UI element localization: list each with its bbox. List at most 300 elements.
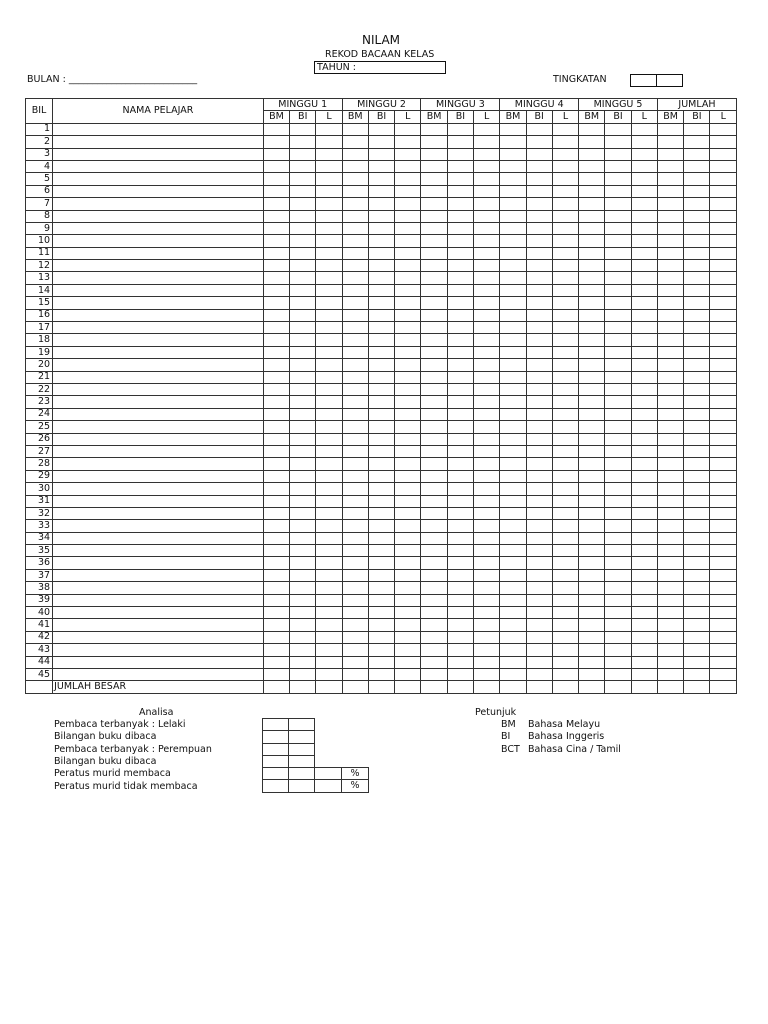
count-cell[interactable] <box>342 297 368 309</box>
count-cell[interactable] <box>500 185 526 197</box>
count-cell[interactable] <box>447 668 473 680</box>
student-name-cell[interactable] <box>53 235 264 247</box>
count-cell[interactable] <box>474 272 500 284</box>
analisa-box[interactable] <box>289 755 315 767</box>
count-cell[interactable] <box>631 383 657 395</box>
count-cell[interactable] <box>526 619 552 631</box>
count-cell[interactable] <box>368 309 394 321</box>
count-cell[interactable] <box>631 545 657 557</box>
count-cell[interactable] <box>631 309 657 321</box>
count-cell[interactable] <box>290 260 316 272</box>
count-cell[interactable] <box>579 520 605 532</box>
count-cell[interactable] <box>447 222 473 234</box>
count-cell[interactable] <box>263 495 289 507</box>
total-cell[interactable] <box>631 681 657 693</box>
count-cell[interactable] <box>447 607 473 619</box>
count-cell[interactable] <box>395 297 421 309</box>
count-cell[interactable] <box>316 123 342 135</box>
count-cell[interactable] <box>368 569 394 581</box>
count-cell[interactable] <box>290 148 316 160</box>
count-cell[interactable] <box>316 136 342 148</box>
count-cell[interactable] <box>263 210 289 222</box>
count-cell[interactable] <box>579 656 605 668</box>
count-cell[interactable] <box>526 569 552 581</box>
count-cell[interactable] <box>395 148 421 160</box>
count-cell[interactable] <box>631 458 657 470</box>
count-cell[interactable] <box>526 383 552 395</box>
count-cell[interactable] <box>657 445 683 457</box>
count-cell[interactable] <box>605 557 631 569</box>
count-cell[interactable] <box>657 396 683 408</box>
count-cell[interactable] <box>368 483 394 495</box>
count-cell[interactable] <box>526 532 552 544</box>
count-cell[interactable] <box>552 408 578 420</box>
count-cell[interactable] <box>631 507 657 519</box>
count-cell[interactable] <box>368 222 394 234</box>
count-cell[interactable] <box>710 235 737 247</box>
count-cell[interactable] <box>395 582 421 594</box>
analisa-box[interactable] <box>315 780 342 792</box>
count-cell[interactable] <box>684 495 710 507</box>
count-cell[interactable] <box>579 309 605 321</box>
student-name-cell[interactable] <box>53 136 264 148</box>
count-cell[interactable] <box>421 371 447 383</box>
count-cell[interactable] <box>684 297 710 309</box>
count-cell[interactable] <box>316 582 342 594</box>
count-cell[interactable] <box>710 396 737 408</box>
count-cell[interactable] <box>657 520 683 532</box>
count-cell[interactable] <box>526 433 552 445</box>
count-cell[interactable] <box>684 222 710 234</box>
count-cell[interactable] <box>342 507 368 519</box>
count-cell[interactable] <box>500 123 526 135</box>
count-cell[interactable] <box>657 594 683 606</box>
count-cell[interactable] <box>684 235 710 247</box>
count-cell[interactable] <box>631 123 657 135</box>
count-cell[interactable] <box>631 470 657 482</box>
count-cell[interactable] <box>710 470 737 482</box>
tahun-field[interactable] <box>314 61 446 74</box>
count-cell[interactable] <box>447 260 473 272</box>
count-cell[interactable] <box>500 210 526 222</box>
count-cell[interactable] <box>421 297 447 309</box>
count-cell[interactable] <box>474 607 500 619</box>
count-cell[interactable] <box>500 520 526 532</box>
count-cell[interactable] <box>421 495 447 507</box>
count-cell[interactable] <box>316 421 342 433</box>
count-cell[interactable] <box>526 607 552 619</box>
count-cell[interactable] <box>552 309 578 321</box>
count-cell[interactable] <box>710 371 737 383</box>
student-name-cell[interactable] <box>53 260 264 272</box>
count-cell[interactable] <box>342 520 368 532</box>
count-cell[interactable] <box>552 210 578 222</box>
count-cell[interactable] <box>631 272 657 284</box>
count-cell[interactable] <box>526 359 552 371</box>
count-cell[interactable] <box>421 619 447 631</box>
count-cell[interactable] <box>631 371 657 383</box>
count-cell[interactable] <box>474 483 500 495</box>
count-cell[interactable] <box>342 470 368 482</box>
count-cell[interactable] <box>552 396 578 408</box>
count-cell[interactable] <box>526 222 552 234</box>
count-cell[interactable] <box>526 160 552 172</box>
count-cell[interactable] <box>526 247 552 259</box>
count-cell[interactable] <box>263 421 289 433</box>
count-cell[interactable] <box>316 334 342 346</box>
count-cell[interactable] <box>368 185 394 197</box>
tingkatan-box-1[interactable] <box>630 74 657 87</box>
count-cell[interactable] <box>684 545 710 557</box>
count-cell[interactable] <box>290 520 316 532</box>
count-cell[interactable] <box>526 260 552 272</box>
count-cell[interactable] <box>552 272 578 284</box>
count-cell[interactable] <box>316 470 342 482</box>
count-cell[interactable] <box>474 545 500 557</box>
count-cell[interactable] <box>474 383 500 395</box>
count-cell[interactable] <box>579 470 605 482</box>
count-cell[interactable] <box>421 383 447 395</box>
count-cell[interactable] <box>421 284 447 296</box>
count-cell[interactable] <box>421 334 447 346</box>
count-cell[interactable] <box>579 198 605 210</box>
count-cell[interactable] <box>421 309 447 321</box>
count-cell[interactable] <box>316 507 342 519</box>
count-cell[interactable] <box>579 173 605 185</box>
count-cell[interactable] <box>290 569 316 581</box>
count-cell[interactable] <box>368 421 394 433</box>
total-cell[interactable] <box>552 681 578 693</box>
count-cell[interactable] <box>631 359 657 371</box>
count-cell[interactable] <box>395 260 421 272</box>
count-cell[interactable] <box>526 408 552 420</box>
count-cell[interactable] <box>657 607 683 619</box>
count-cell[interactable] <box>447 644 473 656</box>
student-name-cell[interactable] <box>53 383 264 395</box>
count-cell[interactable] <box>710 334 737 346</box>
count-cell[interactable] <box>684 260 710 272</box>
count-cell[interactable] <box>579 557 605 569</box>
count-cell[interactable] <box>447 507 473 519</box>
count-cell[interactable] <box>368 445 394 457</box>
count-cell[interactable] <box>526 334 552 346</box>
count-cell[interactable] <box>657 458 683 470</box>
count-cell[interactable] <box>500 247 526 259</box>
count-cell[interactable] <box>447 396 473 408</box>
count-cell[interactable] <box>500 198 526 210</box>
total-cell[interactable] <box>421 681 447 693</box>
count-cell[interactable] <box>684 408 710 420</box>
student-name-cell[interactable] <box>53 495 264 507</box>
count-cell[interactable] <box>342 160 368 172</box>
count-cell[interactable] <box>342 458 368 470</box>
count-cell[interactable] <box>421 346 447 358</box>
count-cell[interactable] <box>368 148 394 160</box>
count-cell[interactable] <box>500 260 526 272</box>
count-cell[interactable] <box>421 433 447 445</box>
count-cell[interactable] <box>684 619 710 631</box>
count-cell[interactable] <box>447 545 473 557</box>
count-cell[interactable] <box>684 668 710 680</box>
count-cell[interactable] <box>447 247 473 259</box>
count-cell[interactable] <box>710 284 737 296</box>
count-cell[interactable] <box>631 644 657 656</box>
count-cell[interactable] <box>579 235 605 247</box>
count-cell[interactable] <box>552 520 578 532</box>
count-cell[interactable] <box>447 198 473 210</box>
count-cell[interactable] <box>500 644 526 656</box>
count-cell[interactable] <box>395 520 421 532</box>
count-cell[interactable] <box>500 619 526 631</box>
count-cell[interactable] <box>631 297 657 309</box>
count-cell[interactable] <box>710 346 737 358</box>
count-cell[interactable] <box>421 631 447 643</box>
count-cell[interactable] <box>474 495 500 507</box>
count-cell[interactable] <box>605 569 631 581</box>
count-cell[interactable] <box>710 495 737 507</box>
count-cell[interactable] <box>552 185 578 197</box>
count-cell[interactable] <box>579 631 605 643</box>
count-cell[interactable] <box>395 272 421 284</box>
count-cell[interactable] <box>263 607 289 619</box>
total-cell[interactable] <box>447 681 473 693</box>
count-cell[interactable] <box>657 383 683 395</box>
count-cell[interactable] <box>500 383 526 395</box>
count-cell[interactable] <box>316 247 342 259</box>
count-cell[interactable] <box>316 371 342 383</box>
count-cell[interactable] <box>316 520 342 532</box>
count-cell[interactable] <box>657 557 683 569</box>
count-cell[interactable] <box>290 346 316 358</box>
count-cell[interactable] <box>368 495 394 507</box>
count-cell[interactable] <box>447 322 473 334</box>
count-cell[interactable] <box>447 185 473 197</box>
student-name-cell[interactable] <box>53 371 264 383</box>
count-cell[interactable] <box>552 160 578 172</box>
student-name-cell[interactable] <box>53 160 264 172</box>
count-cell[interactable] <box>552 148 578 160</box>
count-cell[interactable] <box>421 483 447 495</box>
count-cell[interactable] <box>316 222 342 234</box>
count-cell[interactable] <box>526 396 552 408</box>
count-cell[interactable] <box>500 408 526 420</box>
count-cell[interactable] <box>395 247 421 259</box>
count-cell[interactable] <box>316 396 342 408</box>
count-cell[interactable] <box>395 507 421 519</box>
count-cell[interactable] <box>684 371 710 383</box>
analisa-box[interactable] <box>289 719 315 731</box>
count-cell[interactable] <box>605 222 631 234</box>
count-cell[interactable] <box>552 495 578 507</box>
student-name-cell[interactable] <box>53 346 264 358</box>
count-cell[interactable] <box>474 520 500 532</box>
count-cell[interactable] <box>474 334 500 346</box>
count-cell[interactable] <box>500 322 526 334</box>
count-cell[interactable] <box>474 656 500 668</box>
count-cell[interactable] <box>447 235 473 247</box>
count-cell[interactable] <box>710 198 737 210</box>
count-cell[interactable] <box>657 322 683 334</box>
count-cell[interactable] <box>342 631 368 643</box>
count-cell[interactable] <box>579 359 605 371</box>
count-cell[interactable] <box>290 383 316 395</box>
count-cell[interactable] <box>500 309 526 321</box>
count-cell[interactable] <box>447 371 473 383</box>
count-cell[interactable] <box>631 222 657 234</box>
count-cell[interactable] <box>684 136 710 148</box>
count-cell[interactable] <box>552 198 578 210</box>
analisa-box[interactable] <box>263 743 289 755</box>
count-cell[interactable] <box>290 656 316 668</box>
student-name-cell[interactable] <box>53 222 264 234</box>
count-cell[interactable] <box>684 644 710 656</box>
count-cell[interactable] <box>579 160 605 172</box>
count-cell[interactable] <box>368 557 394 569</box>
student-name-cell[interactable] <box>53 421 264 433</box>
student-name-cell[interactable] <box>53 198 264 210</box>
count-cell[interactable] <box>631 210 657 222</box>
count-cell[interactable] <box>395 607 421 619</box>
count-cell[interactable] <box>710 631 737 643</box>
count-cell[interactable] <box>684 272 710 284</box>
count-cell[interactable] <box>605 545 631 557</box>
count-cell[interactable] <box>552 123 578 135</box>
count-cell[interactable] <box>316 160 342 172</box>
count-cell[interactable] <box>552 668 578 680</box>
count-cell[interactable] <box>657 532 683 544</box>
count-cell[interactable] <box>552 136 578 148</box>
count-cell[interactable] <box>421 445 447 457</box>
count-cell[interactable] <box>421 569 447 581</box>
student-name-cell[interactable] <box>53 334 264 346</box>
count-cell[interactable] <box>421 557 447 569</box>
count-cell[interactable] <box>395 235 421 247</box>
count-cell[interactable] <box>395 445 421 457</box>
count-cell[interactable] <box>710 668 737 680</box>
count-cell[interactable] <box>552 346 578 358</box>
count-cell[interactable] <box>605 173 631 185</box>
count-cell[interactable] <box>342 371 368 383</box>
count-cell[interactable] <box>605 396 631 408</box>
count-cell[interactable] <box>368 260 394 272</box>
count-cell[interactable] <box>263 123 289 135</box>
count-cell[interactable] <box>263 532 289 544</box>
count-cell[interactable] <box>263 582 289 594</box>
student-name-cell[interactable] <box>53 148 264 160</box>
count-cell[interactable] <box>552 458 578 470</box>
count-cell[interactable] <box>579 433 605 445</box>
count-cell[interactable] <box>421 545 447 557</box>
count-cell[interactable] <box>684 557 710 569</box>
count-cell[interactable] <box>710 458 737 470</box>
count-cell[interactable] <box>684 284 710 296</box>
count-cell[interactable] <box>631 557 657 569</box>
count-cell[interactable] <box>290 607 316 619</box>
count-cell[interactable] <box>290 222 316 234</box>
count-cell[interactable] <box>631 160 657 172</box>
count-cell[interactable] <box>579 445 605 457</box>
count-cell[interactable] <box>500 458 526 470</box>
count-cell[interactable] <box>579 322 605 334</box>
count-cell[interactable] <box>342 445 368 457</box>
count-cell[interactable] <box>263 644 289 656</box>
total-cell[interactable] <box>342 681 368 693</box>
count-cell[interactable] <box>263 260 289 272</box>
count-cell[interactable] <box>684 445 710 457</box>
count-cell[interactable] <box>526 582 552 594</box>
count-cell[interactable] <box>710 607 737 619</box>
count-cell[interactable] <box>474 470 500 482</box>
count-cell[interactable] <box>290 668 316 680</box>
count-cell[interactable] <box>342 334 368 346</box>
count-cell[interactable] <box>447 148 473 160</box>
count-cell[interactable] <box>657 656 683 668</box>
count-cell[interactable] <box>526 507 552 519</box>
count-cell[interactable] <box>474 668 500 680</box>
count-cell[interactable] <box>421 396 447 408</box>
count-cell[interactable] <box>684 421 710 433</box>
count-cell[interactable] <box>368 160 394 172</box>
count-cell[interactable] <box>447 160 473 172</box>
count-cell[interactable] <box>395 656 421 668</box>
count-cell[interactable] <box>421 458 447 470</box>
count-cell[interactable] <box>526 284 552 296</box>
count-cell[interactable] <box>290 247 316 259</box>
count-cell[interactable] <box>447 458 473 470</box>
count-cell[interactable] <box>447 309 473 321</box>
count-cell[interactable] <box>316 198 342 210</box>
count-cell[interactable] <box>500 371 526 383</box>
student-name-cell[interactable] <box>53 185 264 197</box>
count-cell[interactable] <box>368 408 394 420</box>
count-cell[interactable] <box>290 123 316 135</box>
count-cell[interactable] <box>500 359 526 371</box>
count-cell[interactable] <box>684 309 710 321</box>
count-cell[interactable] <box>316 284 342 296</box>
count-cell[interactable] <box>710 433 737 445</box>
count-cell[interactable] <box>710 359 737 371</box>
count-cell[interactable] <box>657 297 683 309</box>
count-cell[interactable] <box>631 656 657 668</box>
count-cell[interactable] <box>605 619 631 631</box>
count-cell[interactable] <box>631 421 657 433</box>
count-cell[interactable] <box>421 520 447 532</box>
count-cell[interactable] <box>605 470 631 482</box>
count-cell[interactable] <box>395 160 421 172</box>
count-cell[interactable] <box>684 470 710 482</box>
count-cell[interactable] <box>290 371 316 383</box>
count-cell[interactable] <box>605 185 631 197</box>
count-cell[interactable] <box>447 433 473 445</box>
count-cell[interactable] <box>368 235 394 247</box>
count-cell[interactable] <box>684 160 710 172</box>
count-cell[interactable] <box>474 631 500 643</box>
count-cell[interactable] <box>710 619 737 631</box>
count-cell[interactable] <box>605 210 631 222</box>
count-cell[interactable] <box>579 607 605 619</box>
count-cell[interactable] <box>447 557 473 569</box>
count-cell[interactable] <box>263 520 289 532</box>
count-cell[interactable] <box>368 433 394 445</box>
count-cell[interactable] <box>447 359 473 371</box>
count-cell[interactable] <box>710 272 737 284</box>
count-cell[interactable] <box>342 569 368 581</box>
count-cell[interactable] <box>710 557 737 569</box>
count-cell[interactable] <box>684 607 710 619</box>
count-cell[interactable] <box>316 532 342 544</box>
count-cell[interactable] <box>290 421 316 433</box>
count-cell[interactable] <box>526 656 552 668</box>
